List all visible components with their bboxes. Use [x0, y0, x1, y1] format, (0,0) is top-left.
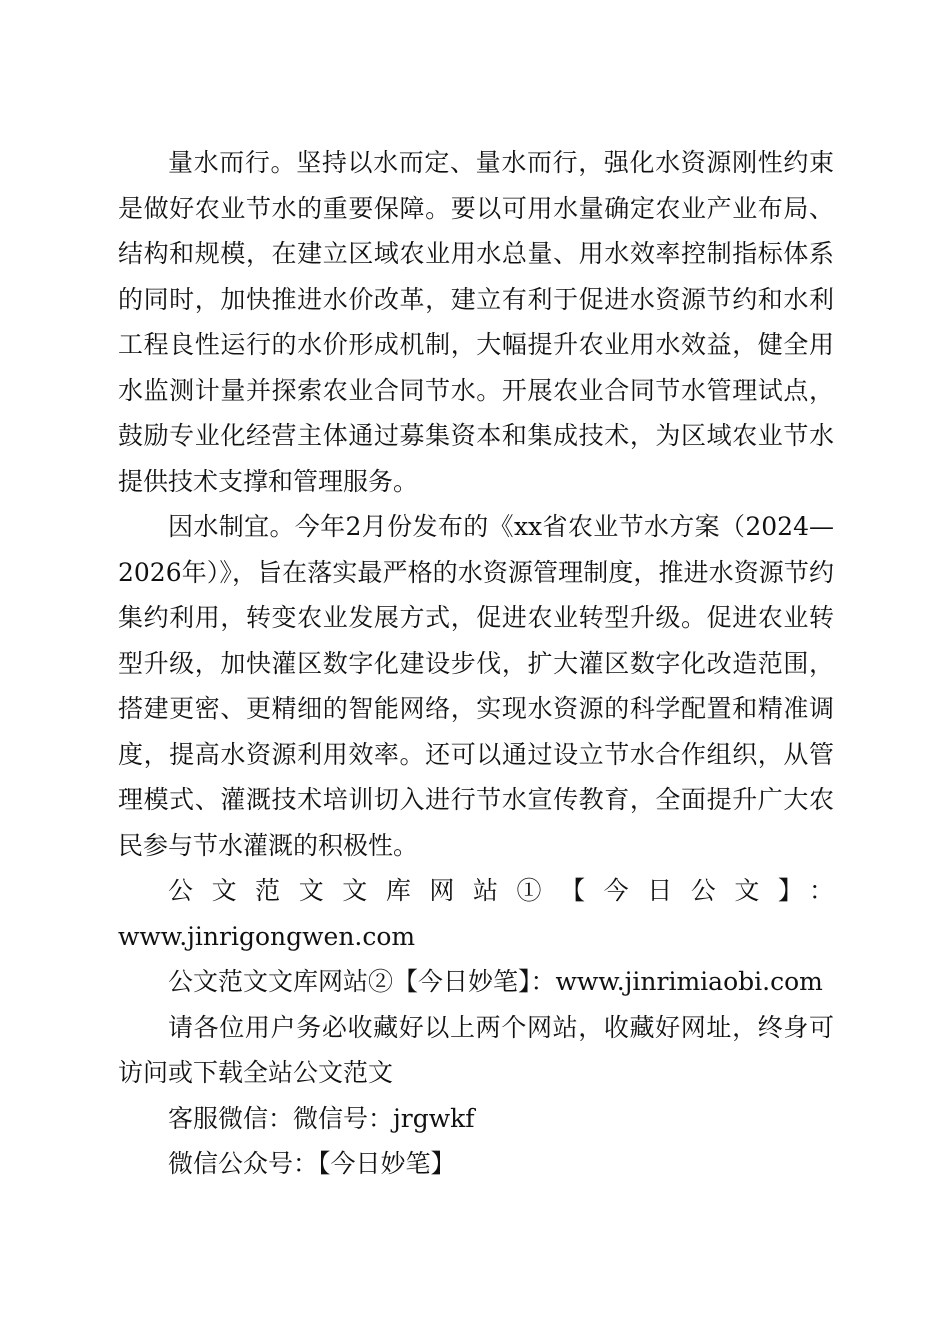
- site2-line[interactable]: 公文范文文库网站②【今日妙笔】：www.jinrimiaobi.com: [168, 967, 823, 996]
- service-wechat: 客服微信：微信号：jrgwkf: [168, 1103, 475, 1133]
- paragraph-water-adaptation: 因水制宜。今年2月份发布的《xx省农业节水方案（2024—2026年）》，旨在落实最严格的水资源管理制度，推进水资源节约集约利用，转变农业发展方式，促进农业转型升级。促进农业转型升级，加快灌区数字化建设步伐，扩大灌区数字化改造范围，搭建更密、更精细的智能网络，实现水资源的科学配置和精准调度，提高水资源利用效率。还可以通过设立节水合作组织，从管理模式、灌溉技术培训切入进行节水宣传教育，全面提升广大农民参与节水灌溉的积极性。: [118, 512, 834, 860]
- official-account: 微信公众号：【今日妙笔】: [168, 1149, 456, 1178]
- paragraph-water-quantity: 量水而行。坚持以水而定、量水而行，强化水资源刚性约束是做好农业节水的重要保障。要以可用水量确定农业产业布局、结构和规模，在建立区域农业用水总量、用水效率控制指标体系的同时，加快推进水价改革，建立有利于促进水资源节约和水利工程良性运行的水价形成机制，大幅提升农业用水效益，健全用水监测计量并探索农业合同节水。开展农业合同节水管理试点，鼓励专业化经营主体通过募集资本和集成技术，为区域农业节水提供技术支撑和管理服务。: [118, 148, 834, 496]
- site1-url[interactable]: www.jinrigongwen.com: [118, 921, 416, 951]
- bookmark-notice: 请各位用户务必收藏好以上两个网站，收藏好网址，终身可访问或下载全站公文范文: [118, 1012, 834, 1087]
- site1-label: 公文范文文库网站①【今日公文】：: [168, 876, 834, 905]
- document-page: [118, 140, 834, 1187]
